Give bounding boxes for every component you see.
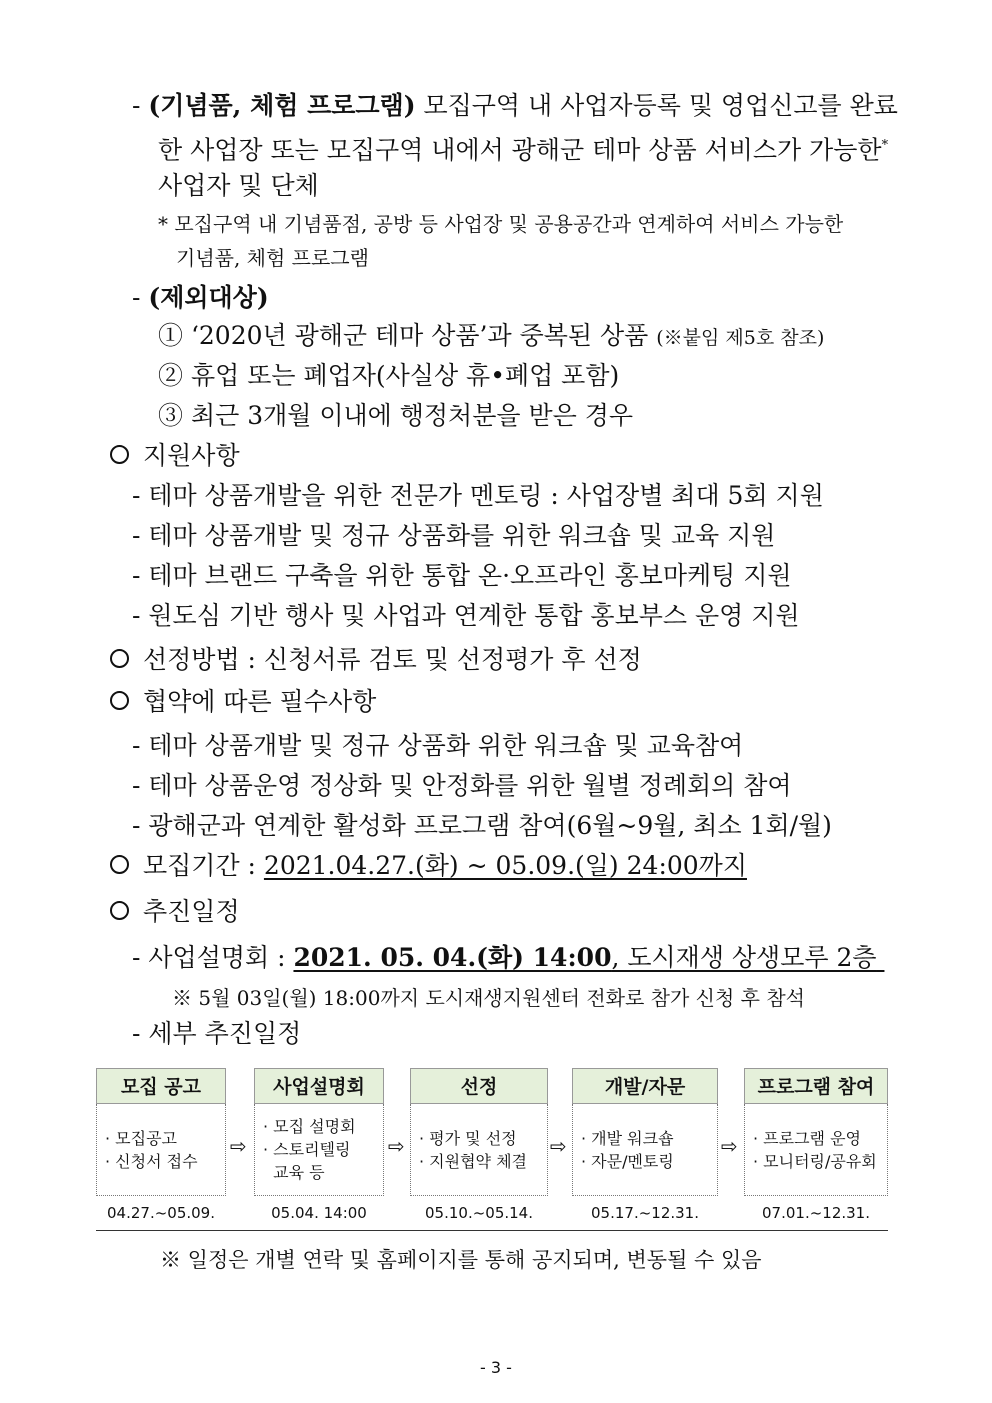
step-date: 04.27.~05.09. (107, 1204, 215, 1222)
support-title: 지원사항 (143, 441, 240, 470)
step-date: 05.10.~05.14. (425, 1204, 533, 1222)
step-line: · 신청서 접수 (105, 1151, 198, 1171)
step-line: · 모집 설명회 (263, 1117, 356, 1136)
exclusion-item: ③ 최근 3개월 이내에 행정처분을 받은 경우 (158, 401, 633, 430)
step-line: · 개발 워크숍 (581, 1128, 674, 1148)
step-body (410, 1104, 548, 1196)
support-item: - 테마 상품개발 및 정규 상품화를 위한 워크숍 및 교육 지원 (132, 521, 776, 550)
footnote-line-2: 기념품, 체험 프로그램 (176, 246, 369, 270)
step-body (254, 1104, 384, 1196)
step-body (96, 1104, 226, 1196)
schedule-step (410, 1068, 548, 1196)
support-item: - 테마 브랜드 구축을 위한 통합 온·오프라인 홍보마케팅 지원 (132, 561, 792, 590)
step-line: · 모니터링/공유회 (753, 1151, 877, 1171)
schedule-footer-note: ※ 일정은 개별 연락 및 홈페이지를 통해 공지되며, 변동될 수 있음 (160, 1248, 762, 1272)
selection-heading (110, 644, 642, 676)
circle-bullet-icon (110, 855, 129, 874)
step-line: · 모집공고 (105, 1128, 177, 1148)
table-divider (96, 1230, 888, 1231)
schedule-step (572, 1068, 718, 1196)
exclusion-item: ② 휴업 또는 폐업자(사실상 휴•폐업 포함) (158, 361, 620, 390)
requirement-item: - 테마 상품운영 정상화 및 안정화를 위한 월별 정례회의 참여 (132, 771, 792, 800)
souvenir-text-1: 모집구역 내 사업자등록 및 영업신고를 완료 (415, 91, 898, 120)
circle-bullet-icon (110, 445, 129, 464)
step-date: 07.01.~12.31. (762, 1204, 870, 1222)
step-line: · 프로그램 운영 (753, 1128, 861, 1148)
arrow-right-icon: ⇨ (230, 1134, 247, 1158)
detail-schedule-label: - 세부 추진일정 (132, 1019, 302, 1048)
selection-title: 선정방법 : 신청서류 검토 및 선정평가 후 선정 (143, 645, 642, 674)
souvenir-line-2 (158, 130, 888, 166)
step-line: · 평가 및 선정 (419, 1128, 517, 1148)
support-item: - 원도심 기반 행사 및 사업과 연계한 통합 홍보부스 운영 지원 (132, 601, 800, 630)
recruit-period (110, 850, 747, 882)
requirements-title: 협약에 따른 필수사항 (143, 687, 377, 716)
briefing-note: ※ 5월 03일(월) 18:00까지 도시재생지원센터 전화로 참가 신청 후 참석 (172, 986, 805, 1010)
souvenir-heading: (기념품, 체험 프로그램) (148, 91, 416, 120)
step-date: 05.17.~12.31. (591, 1204, 699, 1222)
requirements-heading (110, 686, 376, 718)
briefing-underline (293, 943, 884, 972)
support-item: - 테마 상품개발을 위한 전문가 멘토링 : 사업장별 최대 5회 지원 (132, 481, 824, 510)
step-header: 프로그램 참여 (744, 1068, 888, 1104)
step-line: 교육 등 (263, 1163, 325, 1182)
step-body (572, 1104, 718, 1196)
requirement-item: - 광해군과 연계한 활성화 프로그램 참여(6월~9월, 최소 1회/월) (132, 811, 832, 840)
circle-bullet-icon (110, 691, 129, 710)
step-line: · 자문/멘토링 (581, 1151, 674, 1171)
schedule-title: 추진일정 (143, 897, 240, 926)
briefing-line (132, 942, 884, 974)
exclusion-title: (제외대상) (148, 283, 269, 312)
souvenir-line-3: 사업자 및 단체 (158, 171, 319, 200)
circle-bullet-icon (110, 649, 129, 668)
arrow-right-icon: ⇨ (721, 1134, 738, 1158)
schedule-step (96, 1068, 226, 1196)
dash: - (132, 283, 149, 312)
recruit-period-value: 2021.04.27.(화) ~ 05.09.(일) 24:00까지 (263, 851, 747, 880)
briefing-place: , 도시재생 상생모루 2층 (611, 943, 877, 972)
step-header: 개발/자문 (572, 1068, 718, 1104)
schedule-step (254, 1068, 384, 1196)
footnote-line-1: * 모집구역 내 기념품점, 공방 등 사업장 및 공용공간과 연계하여 서비스 가능한 (158, 212, 844, 236)
step-header: 사업설명회 (254, 1068, 384, 1104)
support-heading (110, 440, 240, 472)
step-body (744, 1104, 888, 1196)
briefing-label: - 사업설명회 : (132, 943, 294, 972)
requirement-item: - 테마 상품개발 및 정규 상품화 위한 워크숍 및 교육참여 (132, 731, 744, 760)
schedule-step (744, 1068, 888, 1196)
exclusion-item-note: (※붙임 제5호 참조) (656, 327, 825, 349)
page-number: - 3 - (480, 1358, 512, 1377)
dash: - (132, 91, 149, 120)
arrow-right-icon: ⇨ (388, 1134, 405, 1158)
recruit-label: 모집기간 : (143, 851, 264, 880)
exclusion-item-text: ① ‘2020년 광해군 테마 상품’과 중복된 상품 (158, 321, 657, 350)
step-header: 선정 (410, 1068, 548, 1104)
briefing-date: 2021. 05. 04.(화) 14:00 (293, 943, 612, 972)
step-header: 모집 공고 (96, 1068, 226, 1104)
step-line: · 지원협약 체결 (419, 1151, 527, 1171)
exclusion-item (158, 320, 824, 354)
souvenir-text-2: 한 사업장 또는 모집구역 내에서 광해군 테마 상품 서비스가 가능한 (158, 135, 882, 165)
circle-bullet-icon (110, 901, 129, 920)
step-line: · 스토리텔링 (263, 1140, 351, 1159)
schedule-heading (110, 896, 240, 928)
footnote-marker: * (881, 138, 889, 153)
step-date: 05.04. 14:00 (271, 1204, 367, 1222)
arrow-right-icon: ⇨ (550, 1134, 567, 1158)
souvenir-line-1 (132, 90, 898, 122)
exclusion-heading (132, 282, 269, 314)
